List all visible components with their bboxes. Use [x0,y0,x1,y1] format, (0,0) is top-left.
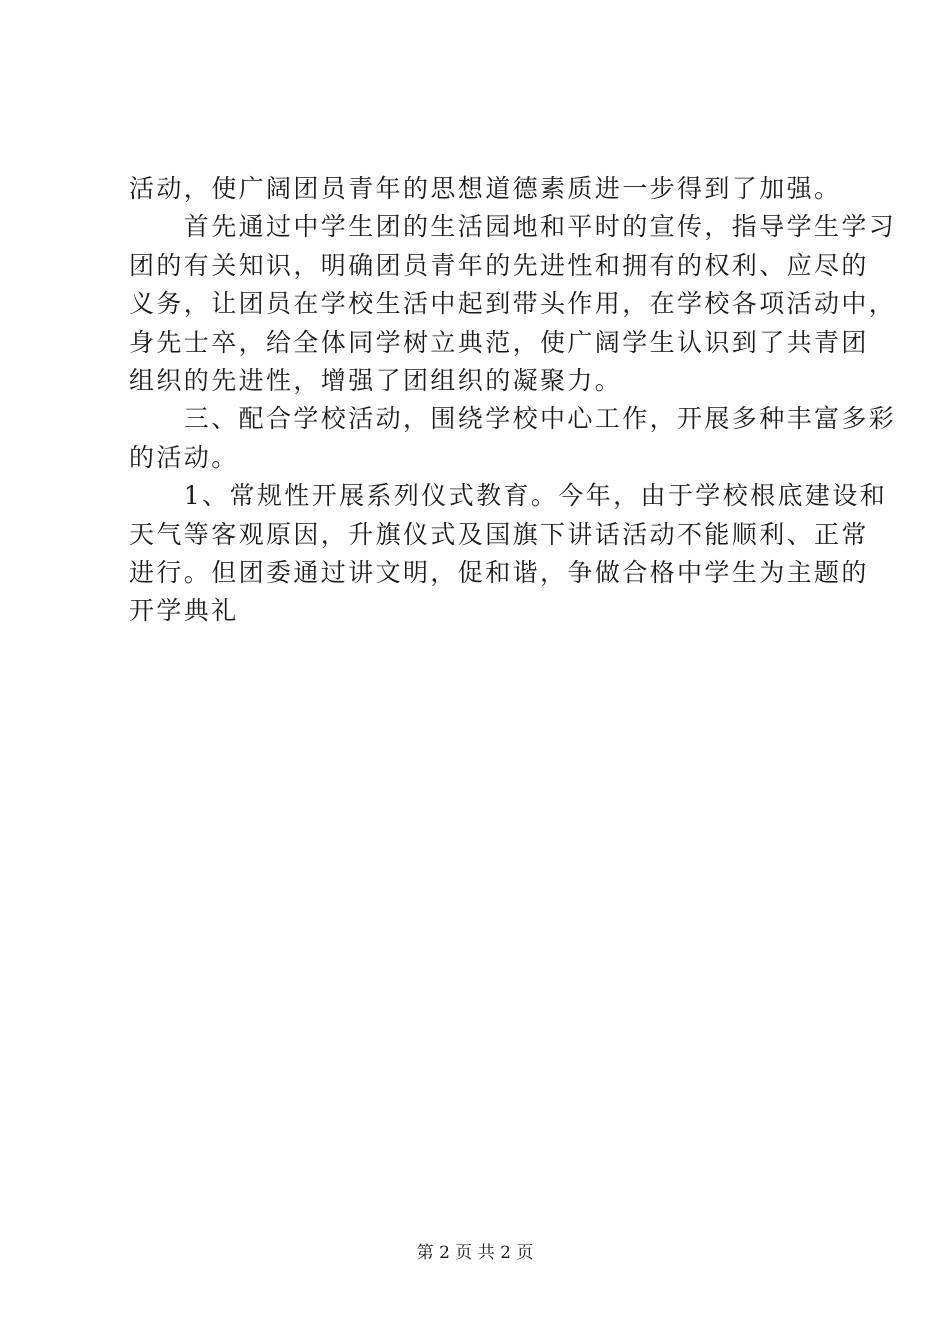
text-line: 进行。但团委通过讲文明，促和谐，争做合格中学生为主题的 [129,557,869,587]
text-line: 1、常规性开展系列仪式教育。今年，由于学校根底建设和 [129,481,888,511]
text-line: 组织的先进性，增强了团组织的凝聚力。 [129,365,623,395]
text-line: 义务，让团员在学校生活中起到带头作用，在学校各项活动中， [129,289,897,319]
text-line: 开学典礼 [129,596,239,626]
body-text [129,170,897,631]
text-line: 天气等客观原因，升旗仪式及国旗下讲话活动不能顺利、正常 [129,519,869,549]
text-line: 身先士卒，给全体同学树立典范，使广阔学生认识到了共青团 [129,327,869,357]
text-line: 活动，使广阔团员青年的思想道德素质进一步得到了加强。 [129,174,842,203]
text-line: 的活动。 [129,442,239,472]
text-line: 首先通过中学生团的生活园地和平时的宣传，指导学生学习 [129,212,897,242]
text-line: 三、配合学校活动，围绕学校中心工作，开展多种丰富多彩 [129,404,897,434]
page-number-footer: 第 2 页 共 2 页 [416,1243,534,1263]
text-line: 团的有关知识，明确团员青年的先进性和拥有的权利、应尽的 [129,250,869,280]
